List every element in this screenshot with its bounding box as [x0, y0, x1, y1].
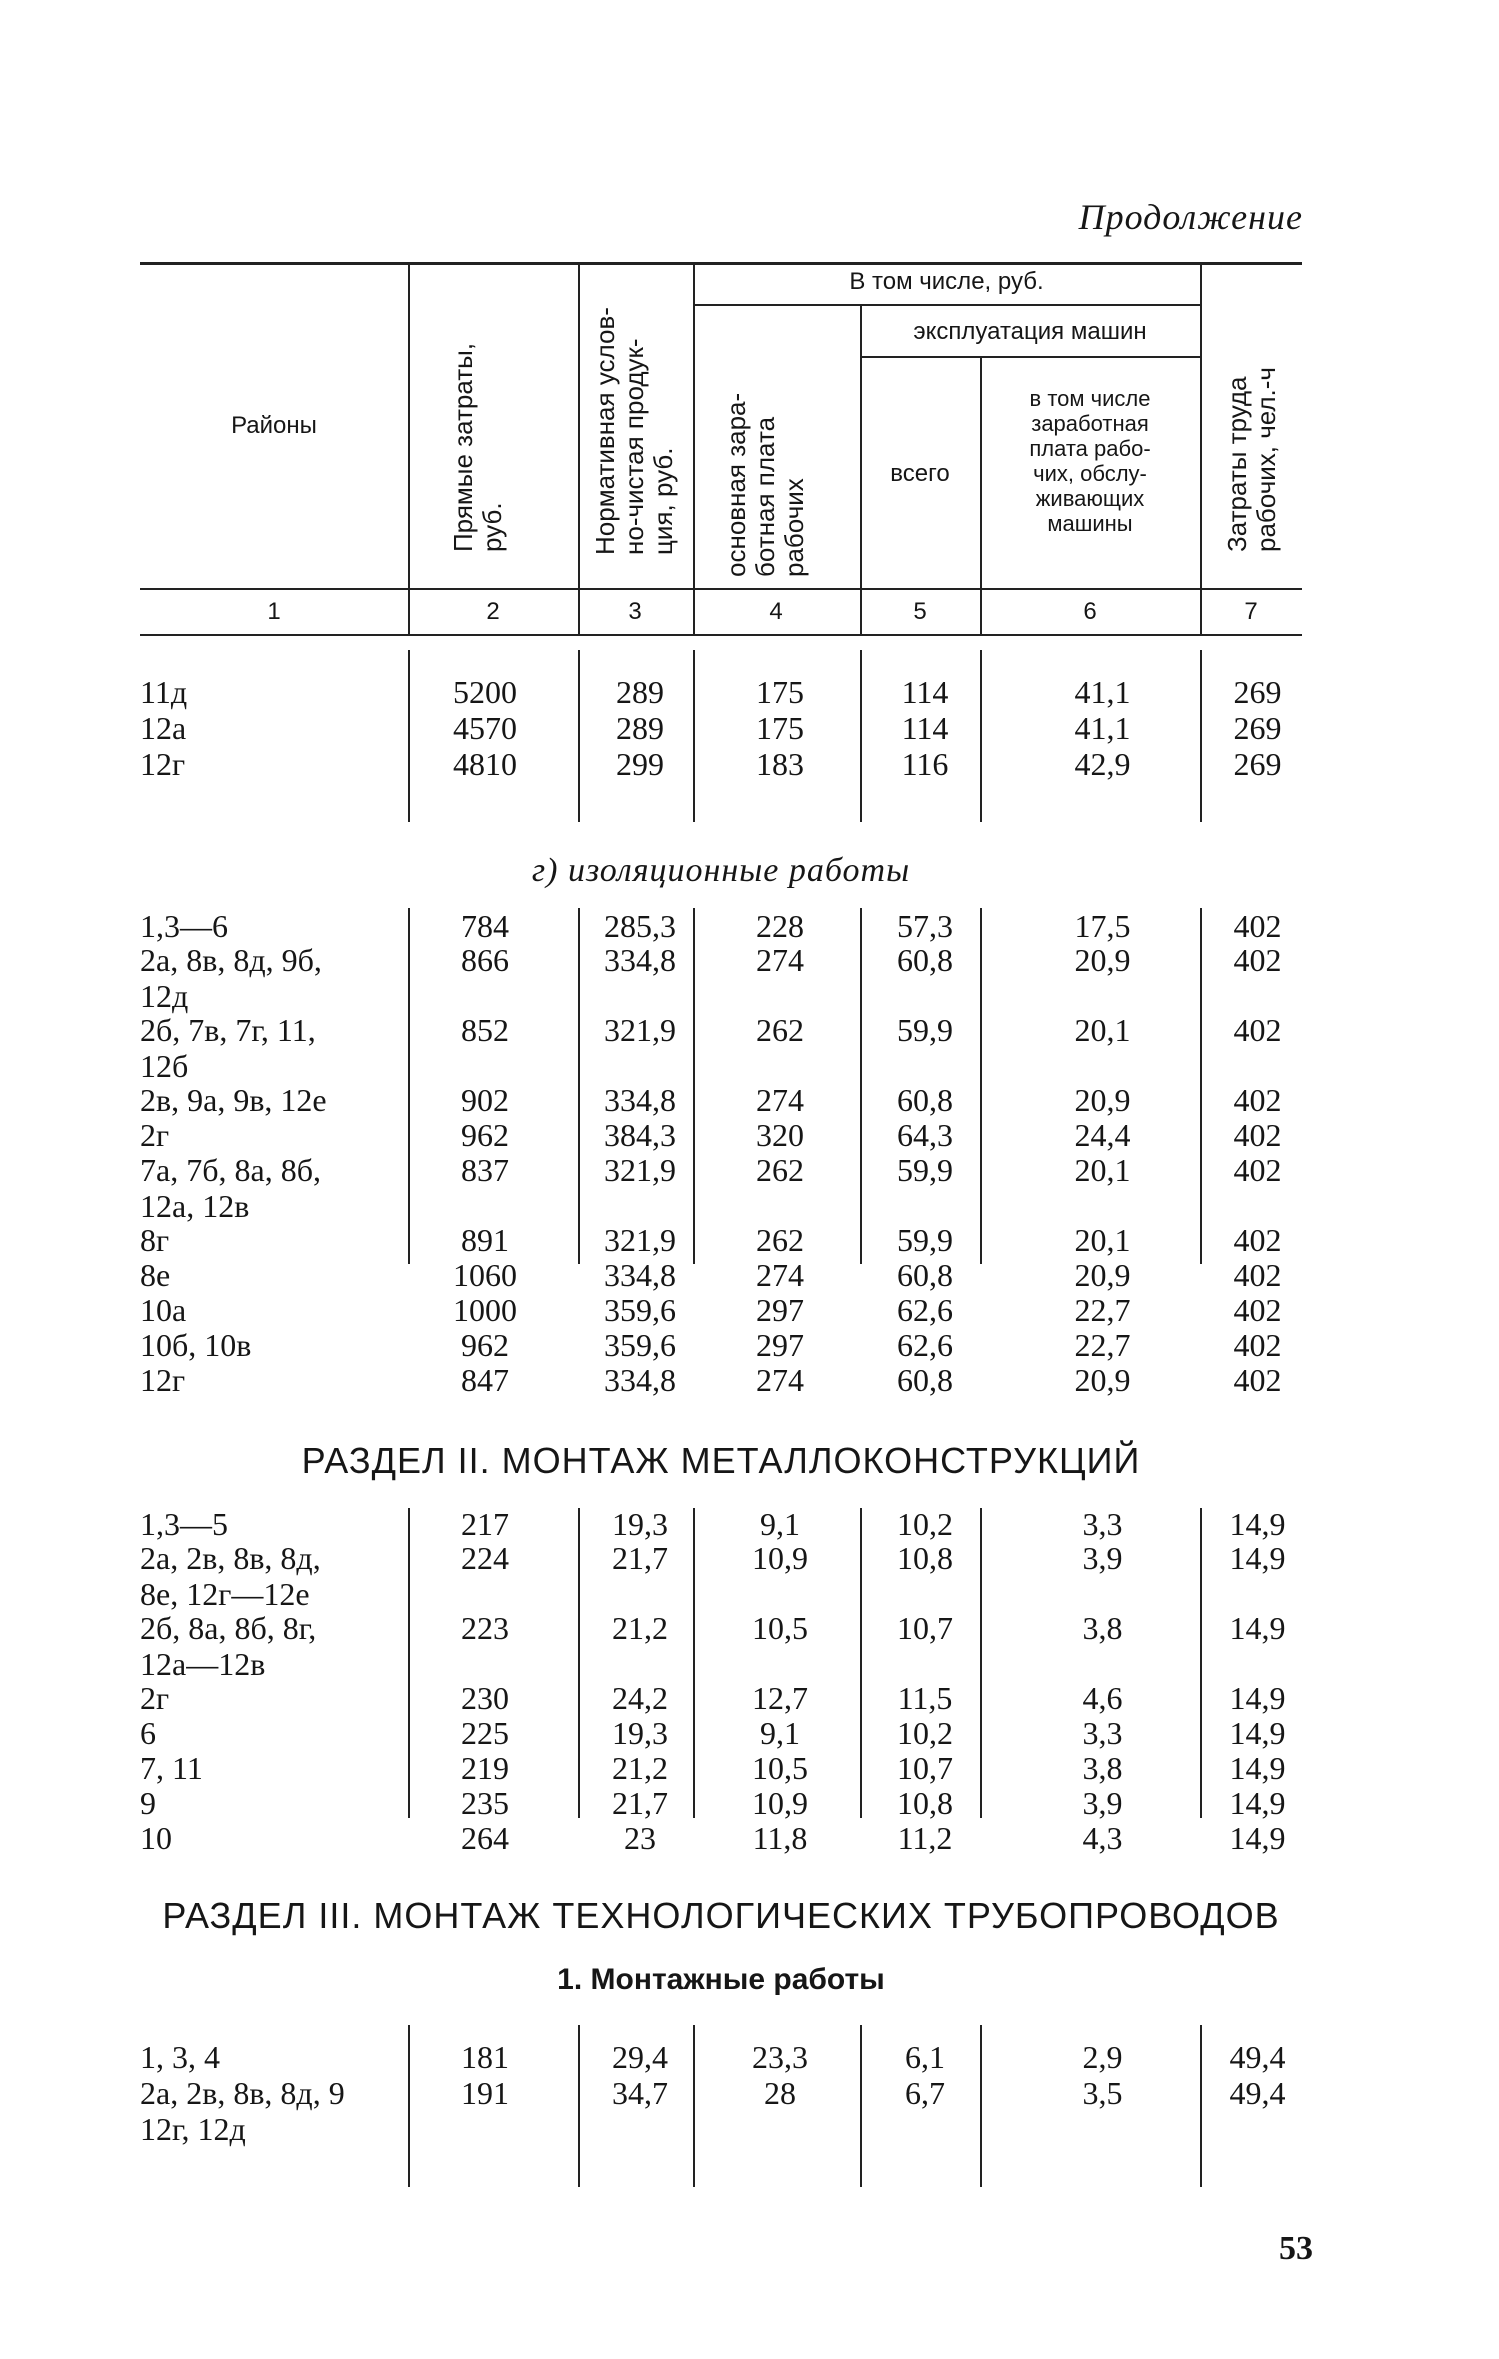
- table-row: [140, 1082, 1302, 1118]
- table-block-1: [140, 852, 1302, 1432]
- cell-district: 6: [140, 1715, 156, 1751]
- section-title: РАЗДЕЛ II. МОНТАЖ МЕТАЛЛОКОНСТРУКЦИЙ: [301, 1440, 1141, 1481]
- cell-base-wages: 175: [756, 710, 804, 746]
- cell-machine-wages: 3,8: [1082, 1610, 1123, 1646]
- table-row: [140, 1257, 1302, 1293]
- cell-base-wages: 10,9: [752, 1540, 808, 1576]
- cell-labor: 269: [1233, 746, 1282, 782]
- cell-machine-wages: 4,6: [1082, 1680, 1123, 1716]
- cell-district: 2г: [140, 1117, 170, 1153]
- header-subgroup-rule: [860, 356, 1200, 358]
- cell-base-wages: 9,1: [760, 1715, 800, 1751]
- column-number: 2: [486, 598, 500, 625]
- cell-direct-costs: 5200: [453, 674, 517, 710]
- header-group-rule: [693, 304, 1200, 306]
- cell-machine-wages: 4,3: [1082, 1820, 1123, 1856]
- cell-labor: 14,9: [1229, 1506, 1286, 1542]
- cell-machine-total: 114: [901, 674, 949, 710]
- cell-machine-total: 114: [901, 710, 949, 746]
- cell-labor: 402: [1233, 1117, 1282, 1153]
- cell-base-wages: 320: [756, 1117, 804, 1153]
- table-row: [140, 1680, 1302, 1716]
- cell-base-wages: 228: [756, 908, 804, 944]
- cell-direct-costs: 235: [461, 1785, 509, 1821]
- header-divider: [578, 262, 580, 634]
- cell-district: 12а: [140, 710, 187, 746]
- cell-direct-costs: 902: [461, 1082, 509, 1118]
- cell-machine-total: 62,6: [897, 1292, 953, 1328]
- cell-machine-total: 6,7: [905, 2075, 945, 2111]
- cell-machine-wages: 3,3: [1082, 1506, 1123, 1542]
- header-divider: [1200, 262, 1202, 634]
- cell-district: 9: [140, 1785, 156, 1821]
- table-row: [140, 1152, 1302, 1224]
- header-direct-costs: Прямые затраты, руб.: [448, 342, 507, 552]
- header-group-label: В том числе, руб.: [849, 268, 1044, 295]
- cell-machine-wages: 3,3: [1082, 1715, 1123, 1751]
- cell-machine-wages: 22,7: [1074, 1327, 1131, 1363]
- cell-machine-wages: 3,5: [1082, 2075, 1123, 2111]
- header-labor-costs: Затраты труда рабочих, чел.-ч: [1222, 367, 1281, 552]
- cell-direct-costs: 219: [461, 1750, 509, 1786]
- cell-direct-costs: 230: [461, 1680, 509, 1716]
- cell-district: 2а, 2в, 8в, 8д, 9 12г, 12д: [140, 2075, 345, 2147]
- cell-base-wages: 9,1: [760, 1506, 800, 1542]
- cell-net-product: 19,3: [612, 1715, 668, 1751]
- cell-base-wages: 175: [756, 674, 804, 710]
- cell-direct-costs: 4570: [453, 710, 517, 746]
- cell-district: 7а, 7б, 8а, 8б, 12а, 12в: [140, 1152, 321, 1224]
- column-number: 4: [769, 598, 783, 625]
- cell-labor: 14,9: [1229, 1785, 1286, 1821]
- cell-net-product: 29,4: [612, 2039, 668, 2075]
- section-title: РАЗДЕЛ III. МОНТАЖ ТЕХНОЛОГИЧЕСКИХ ТРУБОПРОВОДОВ: [162, 1895, 1280, 1936]
- table-row: [140, 908, 1302, 944]
- table-block-3: [140, 1895, 1302, 2195]
- header-districts: Районы: [231, 412, 317, 439]
- cell-net-product: 285,3: [604, 908, 676, 944]
- cell-district: 12г: [140, 1362, 186, 1398]
- cell-base-wages: 10,5: [752, 1750, 808, 1786]
- cell-net-product: 21,2: [612, 1610, 668, 1646]
- table-block-2: [140, 1440, 1302, 1880]
- cell-machine-total: 10,7: [897, 1750, 953, 1786]
- cell-district: 10а: [140, 1292, 187, 1328]
- cell-base-wages: 262: [756, 1012, 804, 1048]
- header-bottom-rule: [140, 588, 1302, 590]
- cell-direct-costs: 4810: [453, 746, 517, 782]
- cell-district: 1,3—5: [140, 1506, 228, 1542]
- cell-labor: 402: [1233, 1327, 1282, 1363]
- cell-machine-total: 10,7: [897, 1610, 953, 1646]
- cell-district: 7, 11: [140, 1750, 203, 1786]
- colnum-bottom-rule: [140, 634, 1302, 636]
- cell-machine-wages: 20,9: [1074, 1257, 1131, 1293]
- cell-labor: 49,4: [1229, 2075, 1286, 2111]
- cell-machine-total: 60,8: [897, 942, 953, 978]
- cell-labor: 14,9: [1229, 1540, 1286, 1576]
- cell-machine-total: 59,9: [897, 1012, 953, 1048]
- cell-direct-costs: 223: [461, 1610, 509, 1646]
- cell-labor: 402: [1233, 1362, 1282, 1398]
- cell-machine-wages: 24,4: [1074, 1117, 1131, 1153]
- header-machine-wages: в том числе заработная плата рабо- чих, обслу- живающих машины: [1029, 386, 1151, 536]
- cell-labor: 402: [1233, 1152, 1282, 1188]
- table-row: [140, 1750, 1302, 1786]
- subsection-title: г) изоляционные работы: [531, 852, 911, 889]
- cell-net-product: 334,8: [604, 942, 676, 978]
- cell-district: 2в, 9а, 9в, 12е: [140, 1082, 327, 1118]
- cell-labor: 269: [1233, 710, 1282, 746]
- cell-net-product: 334,8: [604, 1362, 676, 1398]
- cell-labor: 402: [1233, 1222, 1282, 1258]
- cell-district: 2а, 2в, 8в, 8д, 8е, 12г—12е: [140, 1540, 321, 1612]
- cell-net-product: 321,9: [604, 1222, 676, 1258]
- cell-net-product: 289: [616, 674, 664, 710]
- cell-district: 2б, 7в, 7г, 11, 12б: [140, 1012, 316, 1084]
- cell-labor: 402: [1233, 1292, 1282, 1328]
- cell-base-wages: 23,3: [752, 2039, 808, 2075]
- table-row: [140, 1715, 1302, 1751]
- cell-district: 1,3—6: [140, 908, 228, 944]
- cell-labor: 14,9: [1229, 1680, 1286, 1716]
- cell-machine-total: 60,8: [897, 1257, 953, 1293]
- table-row: [140, 1540, 1302, 1612]
- cell-district: 2а, 8в, 8д, 9б, 12д: [140, 942, 322, 1014]
- cell-base-wages: 262: [756, 1222, 804, 1258]
- table-row: [140, 1362, 1302, 1398]
- cell-direct-costs: 225: [461, 1715, 509, 1751]
- cell-machine-wages: 3,9: [1082, 1540, 1123, 1576]
- cell-machine-wages: 42,9: [1074, 746, 1131, 782]
- table-row: [140, 2039, 1302, 2075]
- header-base-wages: основная зара- ботная плата рабочих: [721, 392, 809, 577]
- cell-district: 2г: [140, 1680, 170, 1716]
- cell-labor: 14,9: [1229, 1750, 1286, 1786]
- cell-machine-total: 116: [901, 746, 949, 782]
- cell-labor: 14,9: [1229, 1820, 1286, 1856]
- column-number: 3: [628, 598, 642, 625]
- cell-net-product: 24,2: [612, 1680, 668, 1716]
- cell-machine-total: 64,3: [897, 1117, 953, 1153]
- cell-base-wages: 262: [756, 1152, 804, 1188]
- table-row: [140, 1327, 1302, 1363]
- cell-machine-total: 10,8: [897, 1540, 953, 1576]
- cell-district: 11д: [140, 674, 188, 710]
- cell-net-product: 289: [616, 710, 664, 746]
- cell-net-product: 23: [624, 1820, 656, 1856]
- cell-machine-wages: 41,1: [1074, 710, 1131, 746]
- table-row: [140, 1292, 1302, 1328]
- cell-machine-total: 59,9: [897, 1222, 953, 1258]
- column-number: 6: [1083, 598, 1097, 625]
- cell-machine-total: 11,2: [897, 1820, 953, 1856]
- cell-base-wages: 28: [764, 2075, 796, 2111]
- cell-direct-costs: 264: [461, 1820, 509, 1856]
- table-row: [140, 1820, 1302, 1856]
- cell-machine-wages: 22,7: [1074, 1292, 1131, 1328]
- cell-base-wages: 183: [756, 746, 804, 782]
- cell-labor: 14,9: [1229, 1610, 1286, 1646]
- cell-labor: 402: [1233, 908, 1282, 944]
- header-total: всего: [890, 460, 950, 487]
- cell-district: 8г: [140, 1222, 170, 1258]
- column-number: 1: [267, 598, 281, 625]
- cell-base-wages: 297: [756, 1292, 804, 1328]
- cell-direct-costs: 866: [461, 942, 509, 978]
- column-number: 5: [913, 598, 927, 625]
- header-divider: [693, 262, 695, 634]
- continuation-label: Продолжение: [1078, 197, 1303, 237]
- table-block-0: [140, 650, 1302, 822]
- cell-net-product: 359,6: [604, 1292, 676, 1328]
- cell-direct-costs: 891: [461, 1222, 509, 1258]
- cell-district: 10б, 10в: [140, 1327, 252, 1363]
- header-divider: [408, 262, 410, 634]
- cell-base-wages: 10,5: [752, 1610, 808, 1646]
- cell-machine-total: 62,6: [897, 1327, 953, 1363]
- cell-base-wages: 274: [756, 1257, 804, 1293]
- cell-net-product: 334,8: [604, 1257, 676, 1293]
- table-row: [140, 1117, 1302, 1153]
- cell-direct-costs: 1000: [453, 1292, 517, 1328]
- cell-direct-costs: 784: [461, 908, 509, 944]
- cell-direct-costs: 962: [461, 1327, 509, 1363]
- table-row: [140, 1610, 1302, 1682]
- cell-net-product: 21,7: [612, 1540, 668, 1576]
- cell-machine-wages: 20,9: [1074, 1362, 1131, 1398]
- cell-district: 12г: [140, 746, 186, 782]
- cell-machine-total: 10,2: [897, 1506, 953, 1542]
- cell-machine-wages: 2,9: [1082, 2039, 1123, 2075]
- cell-machine-wages: 20,1: [1074, 1012, 1131, 1048]
- cell-machine-wages: 3,8: [1082, 1750, 1123, 1786]
- table-row: [140, 942, 1302, 1014]
- page-number: 53: [1279, 2230, 1313, 2267]
- cell-labor: 269: [1233, 674, 1282, 710]
- cell-direct-costs: 224: [461, 1540, 509, 1576]
- cell-machine-total: 6,1: [905, 2039, 945, 2075]
- cell-labor: 49,4: [1229, 2039, 1286, 2075]
- cell-base-wages: 274: [756, 942, 804, 978]
- cell-machine-total: 60,8: [897, 1082, 953, 1118]
- cell-machine-wages: 20,1: [1074, 1152, 1131, 1188]
- table-header: [140, 262, 1302, 688]
- cell-base-wages: 297: [756, 1327, 804, 1363]
- subsection-title: 1. Монтажные работы: [557, 1963, 885, 1996]
- cell-net-product: 21,2: [612, 1750, 668, 1786]
- cell-machine-total: 10,2: [897, 1715, 953, 1751]
- cell-labor: 402: [1233, 1082, 1282, 1118]
- table-row: [140, 710, 1302, 746]
- table-row: [140, 1506, 1302, 1542]
- cell-net-product: 299: [616, 746, 664, 782]
- cell-direct-costs: 837: [461, 1152, 509, 1188]
- header-machine-operation: эксплуатация машин: [913, 318, 1147, 345]
- cell-direct-costs: 962: [461, 1117, 509, 1153]
- cell-machine-wages: 41,1: [1074, 674, 1131, 710]
- cell-base-wages: 274: [756, 1082, 804, 1118]
- cell-district: 8е: [140, 1257, 171, 1293]
- cell-net-product: 19,3: [612, 1506, 668, 1542]
- cell-district: 10: [140, 1820, 172, 1856]
- cell-labor: 402: [1233, 1012, 1282, 1048]
- cell-machine-wages: 17,5: [1074, 908, 1131, 944]
- cell-machine-wages: 3,9: [1082, 1785, 1123, 1821]
- cell-direct-costs: 852: [461, 1012, 509, 1048]
- cell-district: 1, 3, 4: [140, 2039, 220, 2075]
- cell-machine-total: 11,5: [897, 1680, 953, 1716]
- cell-machine-wages: 20,9: [1074, 1082, 1131, 1118]
- cell-machine-wages: 20,9: [1074, 942, 1131, 978]
- cell-base-wages: 10,9: [752, 1785, 808, 1821]
- column-number: 7: [1244, 598, 1258, 625]
- cell-labor: 402: [1233, 1257, 1282, 1293]
- cell-machine-total: 60,8: [897, 1362, 953, 1398]
- cell-machine-total: 10,8: [897, 1785, 953, 1821]
- table-row: [140, 674, 1302, 710]
- cell-direct-costs: 1060: [453, 1257, 517, 1293]
- cell-machine-total: 59,9: [897, 1152, 953, 1188]
- cell-net-product: 384,3: [604, 1117, 676, 1153]
- cell-net-product: 321,9: [604, 1152, 676, 1188]
- table-row: [140, 1785, 1302, 1821]
- cell-base-wages: 11,8: [752, 1820, 808, 1856]
- table-row: [140, 2075, 1302, 2147]
- cell-direct-costs: 847: [461, 1362, 509, 1398]
- cell-labor: 14,9: [1229, 1715, 1286, 1751]
- cell-net-product: 321,9: [604, 1012, 676, 1048]
- cell-direct-costs: 217: [461, 1506, 509, 1542]
- table-row: [140, 1222, 1302, 1258]
- cell-machine-wages: 20,1: [1074, 1222, 1131, 1258]
- cell-base-wages: 274: [756, 1362, 804, 1398]
- cell-district: 2б, 8а, 8б, 8г, 12а—12в: [140, 1610, 317, 1682]
- cell-net-product: 34,7: [612, 2075, 668, 2111]
- cell-labor: 402: [1233, 942, 1282, 978]
- cell-direct-costs: 181: [461, 2039, 509, 2075]
- cell-direct-costs: 191: [461, 2075, 509, 2111]
- cell-net-product: 21,7: [612, 1785, 668, 1821]
- header-net-product: Нормативная услов- но-чистая продук- ция, руб.: [590, 307, 678, 555]
- table-row: [140, 1012, 1302, 1084]
- cell-machine-total: 57,3: [897, 908, 953, 944]
- table-row: [140, 746, 1302, 782]
- cell-net-product: 359,6: [604, 1327, 676, 1363]
- cell-net-product: 334,8: [604, 1082, 676, 1118]
- cell-base-wages: 12,7: [752, 1680, 808, 1716]
